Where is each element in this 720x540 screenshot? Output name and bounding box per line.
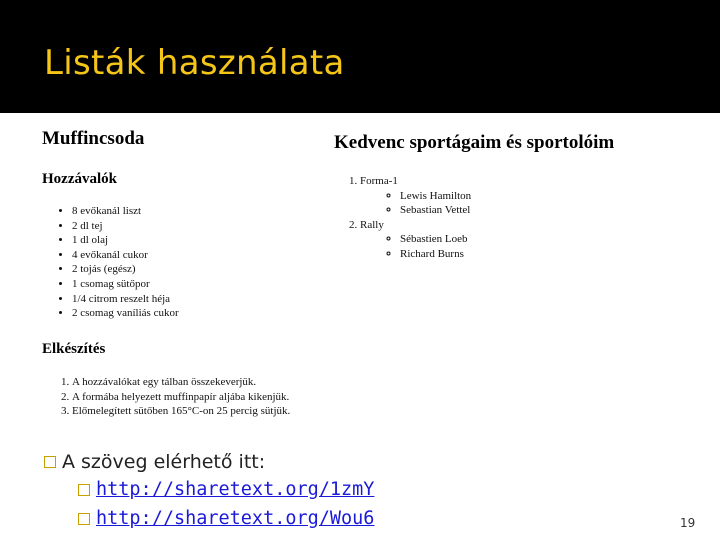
sharetext-link-1[interactable]: http://sharetext.org/1zmY: [96, 479, 375, 500]
athlete-list: [360, 232, 471, 261]
sport-item: [360, 218, 471, 262]
list-item: ◦ Sébastien Loeb: [400, 232, 471, 247]
list-item: 2. A formába helyezett muffinpapír aljába kikenjük.: [72, 390, 290, 405]
slide-title: Listák használata: [44, 43, 345, 83]
list-item: • 2 tojás (egész): [72, 262, 179, 277]
sport-name: Forma-1: [360, 175, 398, 187]
slide-header: [0, 0, 720, 113]
sharetext-link-2[interactable]: http://sharetext.org/Wou6: [96, 508, 375, 529]
ingredients-heading: Hozzávalók: [42, 171, 117, 187]
list-item: • 8 evőkanál liszt: [72, 204, 179, 219]
list-item: ◦ Lewis Hamilton: [400, 189, 471, 204]
ingredients-list: [56, 204, 179, 321]
muffin-title: Muffincsoda: [42, 128, 145, 149]
sport-name: Rally: [360, 218, 384, 231]
athlete-list: [360, 189, 471, 218]
square-bullet-icon: [78, 484, 90, 496]
list-item: ◦ Sebastian Vettel: [400, 203, 471, 218]
sport-item: [360, 174, 471, 218]
list-item: • 4 evőkanál cukor: [72, 248, 179, 263]
list-item: 1. A hozzávalókat egy tálban összekeverjük.: [72, 375, 290, 390]
link-bullet: [78, 508, 374, 529]
text-available-bullet: [44, 451, 265, 473]
text-available-label: A szöveg elérhető itt:: [62, 451, 266, 473]
square-bullet-icon: [78, 513, 90, 525]
preparation-steps: [56, 375, 290, 419]
square-bullet-icon: [44, 456, 56, 468]
list-item: 3. Előmelegített sütőben 165°C-on 25 percig sütjük.: [72, 404, 290, 419]
sports-list: [334, 174, 471, 262]
page-number: 19: [680, 516, 696, 530]
list-item: • 2 csomag vaníliás cukor: [72, 306, 179, 321]
list-item: • 1 csomag sütőpor: [72, 277, 179, 292]
list-item: • 1 dl olaj: [72, 233, 179, 248]
sports-title: Kedvenc sportágaim és sportolóim: [334, 132, 615, 153]
list-item: • 1/4 citrom reszelt héja: [72, 292, 179, 307]
preparation-heading: Elkészítés: [42, 341, 106, 357]
list-item: ◦ Richard Burns: [400, 247, 471, 262]
list-item: • 2 dl tej: [72, 219, 179, 234]
link-bullet: [78, 479, 374, 500]
